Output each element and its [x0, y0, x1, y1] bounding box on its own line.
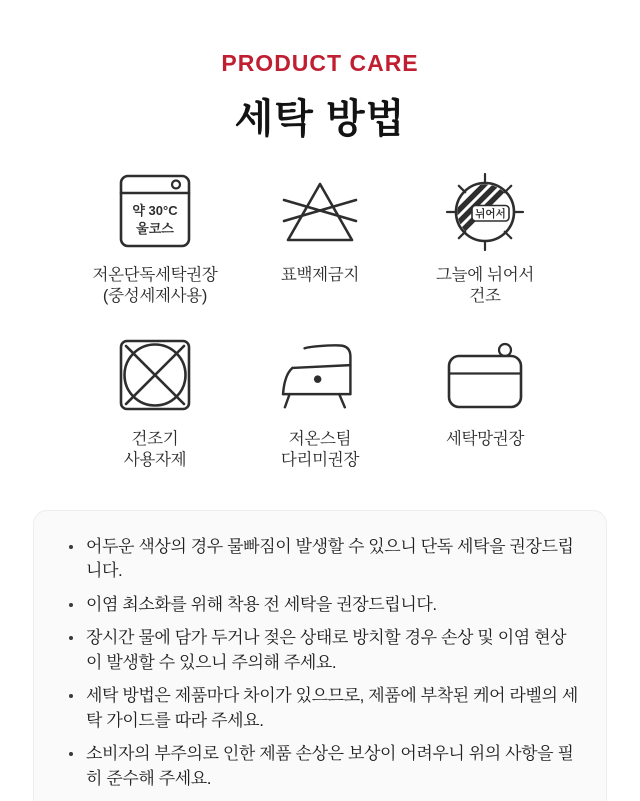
- no-bleach-icon: [282, 168, 358, 254]
- note-item: [60, 535, 582, 584]
- care-item-label: [124, 429, 187, 472]
- bullet-dot: [69, 636, 73, 640]
- care-item-label: [281, 429, 359, 472]
- label-line: 그늘에 뉘어서: [435, 266, 535, 284]
- label-line: 저온스팀: [288, 429, 352, 448]
- care-item-iron: [240, 332, 400, 472]
- label-line: 표백제금지: [280, 266, 360, 284]
- bullet-dot: [69, 603, 73, 607]
- care-item-no-bleach: [240, 168, 400, 308]
- section-eyebrow: PRODUCT CARE: [221, 50, 419, 76]
- care-item-label: [92, 265, 217, 308]
- care-item-wash: [75, 168, 235, 308]
- care-item-label: [446, 429, 524, 450]
- bullet-dot: [69, 752, 73, 756]
- care-item-no-tumble-dry: [75, 332, 235, 472]
- label-line: 사용자제: [123, 451, 187, 470]
- note-item: [60, 593, 582, 617]
- label-line: 다리미권장: [280, 451, 360, 470]
- laundry-net-icon: [445, 332, 525, 418]
- bullet-dot: [69, 545, 73, 549]
- care-item-label: [281, 265, 359, 286]
- label-line: 건조: [469, 287, 501, 306]
- wash-low-temp-icon: [119, 168, 191, 254]
- dry-flat-in-shade-icon: [443, 168, 527, 254]
- note-text: 세탁 방법은 제품마다 차이가 있으므로, 제품에 부착된 케어 라벨의 세탁 가이드를 따라 주세요.: [86, 686, 578, 730]
- label-line: (중성세제사용): [102, 287, 208, 306]
- note-item: [60, 626, 582, 675]
- note-text: 어두운 색상의 경우 물빠짐이 발생할 수 있으니 단독 세탁을 권장드립니다.: [86, 536, 574, 581]
- care-notes-box: [33, 510, 607, 801]
- label-line: 저온단독세탁권장: [92, 266, 218, 284]
- note-text: 소비자의 부주의로 인한 제품 손상은 보상이 어려우니 위의 사항을 필히 준수해 주세요.: [86, 744, 574, 788]
- note-item: [60, 742, 582, 791]
- iron-low-steam-icon: [280, 332, 360, 418]
- care-symbol-grid: [75, 168, 565, 496]
- label-line: 건조기: [131, 429, 179, 448]
- svg-text:울코스: 울코스: [136, 221, 174, 236]
- no-tumble-dry-icon: [119, 332, 191, 418]
- care-item-laundry-net: [405, 332, 565, 472]
- bullet-dot: [69, 694, 73, 698]
- note-item: [60, 684, 582, 733]
- note-text: 장시간 물에 담가 두거나 젖은 상태로 방치할 경우 손상 및 이염 현상이 발생할 수 있으니 주의해 주세요.: [86, 628, 567, 672]
- page-title: 세탁 방법: [234, 97, 406, 141]
- label-line: 세탁망권장: [445, 429, 525, 448]
- svg-text:뉘어서: 뉘어서: [475, 208, 506, 220]
- svg-text:약 30°C: 약 30°C: [132, 203, 178, 218]
- note-text: 이염 최소화를 위해 착용 전 세탁을 권장드립니다.: [86, 594, 437, 614]
- care-item-label: [436, 265, 534, 308]
- care-item-dry-shade: [405, 168, 565, 308]
